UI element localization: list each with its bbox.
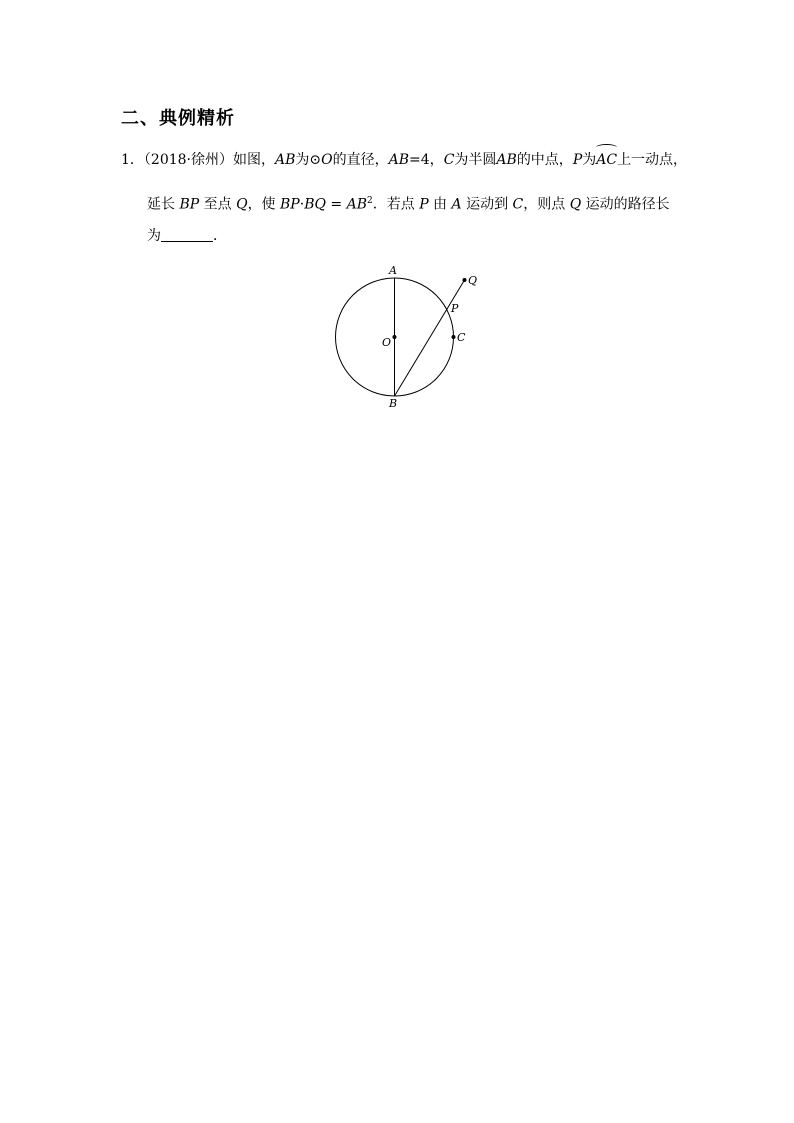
var-bp: BP — [179, 196, 200, 213]
point-q — [463, 278, 467, 282]
var-p: P — [419, 196, 429, 213]
text: 运动到 — [461, 196, 513, 213]
text: ． — [213, 228, 227, 244]
text: 由 — [428, 196, 452, 213]
text: 上一动点， — [617, 152, 688, 168]
point-c — [452, 335, 456, 339]
var-ab: AB — [496, 152, 517, 168]
var-c: C — [443, 152, 455, 168]
var-ab: AB — [275, 152, 296, 168]
var-ab: AB — [388, 152, 410, 168]
text: ，使 — [247, 196, 281, 213]
text: 为半圆 — [454, 152, 497, 168]
geometry-figure — [330, 260, 490, 410]
label-o: O — [382, 336, 392, 349]
text: 如图， — [233, 152, 276, 168]
var-o: O — [321, 152, 333, 168]
section-heading: 二、典例精析 — [121, 108, 235, 129]
text: 延长 — [147, 196, 180, 213]
text: 为⊙ — [295, 152, 322, 168]
var-p: P — [572, 152, 583, 168]
label-p: P — [451, 302, 459, 315]
text: 为 — [582, 152, 597, 168]
text: =4， — [409, 152, 444, 168]
arc-label: AC — [596, 152, 618, 168]
var-a: A — [451, 196, 462, 213]
eq-square: 2 — [367, 196, 373, 206]
arc-mark-icon — [596, 144, 617, 151]
label-b: B — [389, 397, 398, 410]
var-q: Q — [236, 196, 248, 213]
answer-blank[interactable] — [161, 227, 213, 242]
arc-ac — [596, 150, 617, 170]
eq-ab: AB — [346, 196, 367, 213]
problem-line-1 — [121, 150, 687, 170]
text: 为 — [147, 228, 161, 244]
eq-bp: BP — [280, 196, 300, 213]
text: 的直径， — [332, 152, 389, 168]
label-c: C — [457, 331, 466, 344]
text: 运动的路径长 — [581, 196, 670, 213]
problem-line-3 — [147, 226, 227, 246]
text: 的中点， — [516, 152, 573, 168]
eq-bq: BQ — [304, 196, 326, 213]
text: 至点 — [199, 196, 237, 213]
label-a: A — [389, 264, 397, 277]
text: ．若点 — [372, 196, 420, 213]
eq-sign: = — [325, 196, 347, 213]
text: ，则点 — [523, 196, 570, 213]
var-q: Q — [569, 196, 582, 213]
eq-dot: · — [299, 196, 305, 213]
point-o — [393, 335, 397, 339]
problem-number: 1． — [121, 152, 144, 168]
var-c: C — [512, 196, 524, 213]
problem-source: （2018·徐州） — [143, 152, 234, 168]
problem-line-2 — [147, 191, 670, 215]
label-q: Q — [468, 274, 478, 287]
